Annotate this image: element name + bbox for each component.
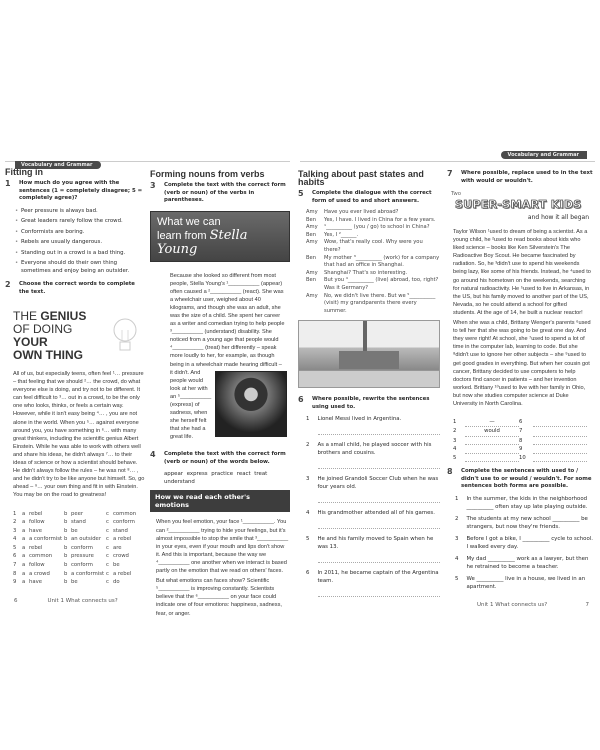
option-letter: b: [64, 536, 68, 543]
dialogue-line: Have you ever lived abroad?: [324, 209, 399, 215]
question-7: 7 Where possible, replace used to in the text with would or wouldn't.: [447, 169, 593, 184]
q7-section: [447, 170, 595, 609]
section-tag-left: Vocabulary and Grammar: [5, 151, 290, 162]
speaker: Amy: [306, 209, 318, 215]
q8-items: [447, 495, 595, 591]
answer-line[interactable]: [318, 459, 440, 469]
list-item: • Conformists are boring.: [21, 228, 145, 236]
past-habits-section: [298, 170, 440, 603]
option-number: 6: [13, 553, 17, 560]
option-a: rebel: [29, 544, 43, 551]
option-letter: b: [64, 519, 68, 526]
option-letter: c: [106, 570, 109, 577]
answer-number: 8: [519, 437, 523, 444]
item-text: The students at my new school __________ be strangers, but now they're friends.: [466, 515, 588, 530]
option-letter: c: [106, 553, 109, 560]
dialogue-line: Wow, that's really cool. Why were you there?: [324, 239, 423, 253]
question-8: 8 Complete the sentences with used to / didn't use to or would / wouldn't. For some sentences both forms are possible.: [447, 467, 592, 490]
page-number-left: 6: [14, 597, 18, 604]
option-a: common: [29, 553, 53, 560]
option-a: have: [29, 579, 42, 586]
option-letter: a: [22, 544, 26, 551]
speaker: Ben: [306, 254, 317, 261]
question-5: 5 Complete the dialogue with the correct form of used to and short answers.: [298, 189, 432, 204]
answer-number: 6: [519, 419, 523, 426]
option-c: a rebel: [113, 536, 132, 543]
option-letter: b: [64, 579, 68, 586]
option-b: stand: [71, 519, 86, 526]
item-text: We __________ live in a house, we lived in an apartment.: [466, 575, 586, 590]
option-letter: c: [106, 562, 109, 569]
answer-number: 1: [453, 419, 457, 426]
option-b: pressure: [71, 553, 94, 560]
emotions-text: When you feel emotion, your face ¹__________. You can ²__________ trying to hide your feelings, but it's almost impossible to stop the smile that ³__________ in your eyes, even if your mouth and lips don't show it. And this is important, because the way we ⁴__________ one another when we interact is based partly on the emotion that we read on others' faces.: [156, 519, 289, 575]
item-text: His grandmother attended all of his games.: [317, 510, 435, 517]
dialogue: [306, 209, 440, 315]
item-number: 4: [455, 555, 459, 562]
answer-blank[interactable]: [465, 437, 519, 445]
footer-right-row: [447, 601, 595, 609]
option-c: do: [113, 579, 120, 586]
list-item: • Rebels are usually dangerous.: [21, 238, 145, 246]
option-b: be: [71, 527, 78, 534]
question-3: 3 Complete the text with the correct form (verb or noun) of the verbs in parentheses.: [150, 181, 286, 203]
item-text: He and his family moved to Spain when he was 13.: [317, 536, 434, 551]
list-item: • Peer pressure is always bad.: [21, 207, 145, 215]
list-item: • Great leaders rarely follow the crowd.: [21, 217, 145, 225]
bullet-list: [5, 207, 145, 276]
item-text: Before I got a bike, I __________ cycle to school. I walked every day.: [466, 535, 593, 550]
option-a: rebel: [29, 510, 43, 517]
option-a: follow: [29, 562, 45, 569]
answer-line[interactable]: [318, 493, 440, 503]
list-item: • Everyone should do their own thing sometimes and enjoy being an outsider.: [21, 259, 145, 275]
item-number: 2: [455, 515, 459, 522]
option-letter: a: [22, 579, 26, 586]
taylor-wilson-text: Taylor Wilson ¹used to dream of being a scientist. As a young child, he ²used to read books about kids who liked science – books like Ken Silverstein's The Radioactive Boy Scout. He became fascinated by radiation. So, he ³didn't use to spend his weekends being lazy, like some of his friends. Instead, he ⁴used to go around his hometown on the weekends, searching for natural radioactivity. He ⁵used to live in Arkansas, in the US, but his family moved to another part of the US, Nevada, so he could attend a school for gifted students. At the age of 14, he built a nuclear reactor!: [453, 229, 591, 316]
item-text: In 2011, he became captain of the Argentina team.: [317, 570, 439, 585]
answer-number: 3: [453, 437, 457, 444]
answer-number: 10: [519, 454, 526, 461]
option-letter: b: [64, 544, 68, 551]
stella-young-banner: What we can learn from Stella Young: [150, 211, 290, 262]
answer-blank[interactable]: [465, 445, 519, 453]
stella-text-2: it didn't. And people would look at her with an ⁵__________ (express) of sadness, when she herself felt that she had a great life.: [170, 369, 212, 441]
sentence-item: [306, 475, 440, 491]
speaker: Amy: [306, 224, 318, 231]
answer-blank[interactable]: —: [465, 418, 519, 427]
answer-blank[interactable]: [533, 454, 587, 462]
emotions-text-2: But what emotions can faces show? Scientific ⁵__________ is improving constantly. Scientists believe that the ⁶__________ on your face could indicate one of four emotions: happiness, sadness, fear, or anger.: [156, 578, 282, 617]
option-letter: c: [106, 510, 109, 517]
option-b: be: [71, 579, 78, 586]
answer-line[interactable]: [318, 425, 440, 435]
fitting-in-section: [5, 168, 145, 605]
option-number: 9: [13, 579, 17, 586]
answer-blank[interactable]: would: [465, 427, 519, 436]
item-text: My dad __________ work as a lawyer, but then he retrained to become a teacher.: [466, 555, 589, 570]
option-letter: b: [64, 562, 68, 569]
option-number: 2: [13, 519, 17, 526]
dialogue-line: Yes, I have. I lived in China for a few years.: [324, 216, 436, 223]
option-a: a crowd: [29, 570, 50, 577]
speaker: Ben: [306, 277, 317, 284]
question-4: 4 Complete the text with the correct form (verb or noun) of the words below.: [150, 450, 286, 465]
footer-left: Unit 1 What connects us?: [47, 597, 118, 604]
option-letter: b: [64, 570, 68, 577]
q8-item: [455, 515, 595, 531]
option-letter: b: [64, 553, 68, 560]
option-b: an outsider: [71, 536, 101, 543]
option-letter: a: [22, 519, 26, 526]
option-number: 4: [13, 536, 17, 543]
stella-text: Because she looked so different from most people, Stella Young's ¹__________ (appear) often caused a ²__________ (react). She was a wheelchair user, weighed about 40 kilograms, and though she was an adult, she was the size of a child. She spent her career as a writer and comedian trying to help people ³__________ (understand) disability. She noticed from a young age that people would ⁴__________ (treat) her differently – speak more loudly to her, for example, as though being in a wheelchair made hearing difficult –: [170, 272, 285, 368]
option-letter: a: [22, 570, 26, 577]
answer-blank[interactable]: [465, 454, 519, 462]
option-b: a conformist: [71, 570, 105, 577]
item-text: He joined Grandoli Soccer Club when he was four years old.: [317, 476, 439, 491]
dialogue-line: Shanghai? That's so interesting.: [324, 269, 408, 276]
question-6: 6 Where possible, rewrite the sentences using used to.: [298, 395, 430, 410]
option-number: 3: [13, 527, 17, 534]
dialogue-line: My mother ³__________ (work) for a company that had an office in Shanghai.: [324, 254, 440, 269]
q8-item: [455, 495, 595, 511]
option-c: conform: [113, 519, 135, 526]
item-text: In the summer, the kids in the neighborhood __________ often stay up late playing outside.: [466, 495, 588, 510]
dialogue-line: But you ⁴__________ (live) abroad, too, right? Was it Germany?: [324, 277, 439, 291]
option-letter: a: [22, 527, 26, 534]
option-letter: a: [22, 562, 26, 569]
option-letter: c: [106, 519, 109, 526]
dialogue-line: No, we didn't live there. But we ⁵__________ (visit) my grandparents there every summer.: [324, 292, 436, 314]
option-number: 5: [13, 544, 17, 551]
nouns-section: [150, 170, 290, 618]
word-bank: appear express practice react treat understand: [164, 471, 268, 486]
q8-item: [455, 555, 595, 571]
q8-item: [455, 535, 595, 551]
answer-line[interactable]: [318, 553, 440, 563]
answer-number: 4: [453, 446, 457, 453]
page-number-right: 7: [585, 601, 589, 608]
answer-blank[interactable]: [533, 427, 587, 436]
option-c: crowd: [113, 553, 129, 560]
option-letter: c: [106, 579, 109, 586]
emotions-title-bar: How we read each other's emotions: [150, 490, 290, 512]
option-letter: a: [22, 553, 26, 560]
lightbulb-icon: [107, 314, 143, 358]
option-a: follow: [29, 519, 45, 526]
speaker: Amy: [306, 239, 318, 246]
item-number: 4: [306, 510, 310, 517]
section-tag-right: Vocabulary and Grammar: [300, 151, 595, 162]
option-letter: c: [106, 536, 109, 543]
option-c: a rebel: [113, 570, 132, 577]
item-number: 2: [306, 442, 310, 449]
question-1: 1 How much do you agree with the sentences (1 = completely disagree; 5 = completely agree)?: [5, 179, 143, 201]
option-letter: c: [106, 544, 109, 551]
option-a: have: [29, 527, 42, 534]
item-number: 3: [455, 535, 459, 542]
article-heading: THE GENIUS OF DOING YOUR OWN THING: [5, 310, 145, 362]
item-number: 1: [455, 495, 459, 502]
option-letter: a: [22, 510, 26, 517]
speaker: Amy: [306, 292, 318, 299]
option-letter: c: [106, 527, 109, 534]
sentence-item: [306, 415, 440, 423]
speaker: Amy: [306, 269, 318, 276]
article-pretitle: Two: [451, 191, 462, 197]
question-2: 2 Choose the correct words to complete the text.: [5, 280, 135, 295]
answer-line[interactable]: [318, 519, 440, 529]
section-title: Forming nouns from verbs: [150, 169, 265, 179]
option-c: stand: [113, 527, 128, 534]
footer-left-row: [14, 597, 145, 605]
item-number: 6: [306, 570, 310, 577]
dialogue-line: ¹__________ (you / go) to school in China?: [324, 224, 430, 231]
sentence-item: [306, 569, 440, 585]
option-b: peer: [71, 510, 84, 517]
option-letter: b: [64, 510, 68, 517]
q8-item: [455, 575, 595, 591]
speaker: Ben: [306, 231, 317, 238]
answer-grid: [453, 418, 595, 462]
section-title: Talking about past states and habits: [298, 169, 424, 187]
article-text: All of us, but especially teens, often feel ¹… pressure – that feeling that we should ²… the crowd, do what everyone else is doing, and try not to be different. It can feel difficult to ³… out in a crowd, to be the only one who looks, thinks, or feels a certain way. However, while it isn't easy being ⁴… , you are not alone in the world. When you ⁵… against everyone around you, you have something in ⁶… with many great thinkers, including the scientific genius Albert Einstein. While he was able to work with others well and share his ideas, he didn't always ⁷… to their ideas of science or how a scientist should behave. He didn't always follow the rules – he was not ⁸… , and he didn't try to be like anyone but himself. So, go ahead – ⁹… your own thing and fit in with Einstein. You may be on the road to greatness!: [13, 371, 145, 499]
item-text: Lionel Messi lived in Argentina.: [317, 416, 402, 423]
sentence-item: [306, 535, 440, 551]
answer-line[interactable]: [318, 587, 440, 597]
option-number: 1: [13, 510, 17, 517]
answer-number: 5: [453, 454, 457, 461]
option-c: common: [113, 510, 137, 517]
answer-blank[interactable]: [533, 418, 587, 427]
answer-number: 7: [519, 428, 523, 435]
option-a: a conformist: [29, 536, 63, 543]
option-c: be: [113, 562, 120, 569]
item-number: 1: [306, 416, 310, 423]
option-letter: a: [22, 536, 26, 543]
dialogue-line: Yes, I ²______.: [324, 231, 359, 238]
rewrite-sentences: [298, 415, 440, 597]
stella-young-photo: [215, 371, 287, 437]
list-item: • Standing out in a crowd is a bad thing.: [21, 249, 145, 257]
sentence-item: [306, 509, 440, 517]
item-number: 3: [306, 476, 310, 483]
article-subtitle: and how it all began: [527, 214, 589, 221]
item-text: As a small child, he played soccer with his brothers and cousins.: [317, 442, 432, 457]
brittany-wenger-text: When she was a child, Brittany Wenger's parents ⁶used to tell her that she was going to be great one day. And they were right! At school, she ⁷used to spend a lot of time in the computer lab, learning to code. But she ⁸didn't use to ignore her other subjects – she ⁹used to get good grades in everything. But when her cousin got cancer, Brittany decided to use computers to help doctors find cancer in patients – and her invention worked. Brittany ¹⁰used to live with her family in Ohio, but now she studies computer science at Duke University in North Carolina.: [453, 320, 591, 407]
answer-number: 9: [519, 446, 523, 453]
shanghai-skyline-image: [298, 320, 440, 388]
footer-right: Unit 1 What connects us?: [477, 601, 548, 608]
option-number: 8: [13, 570, 17, 577]
answer-blank[interactable]: [533, 437, 587, 445]
item-number: 5: [455, 575, 459, 582]
speaker: Ben: [306, 216, 317, 223]
option-b: conform: [71, 562, 93, 569]
answer-blank[interactable]: [533, 445, 587, 453]
option-b: conform: [71, 544, 93, 551]
item-number: 5: [306, 536, 310, 543]
option-c: are: [113, 544, 122, 551]
article-title: SUPER-SMART KIDS: [455, 198, 582, 211]
options-table: [13, 510, 145, 587]
option-number: 7: [13, 562, 17, 569]
answer-number: 2: [453, 428, 457, 435]
sentence-item: [306, 441, 440, 457]
option-letter: b: [64, 527, 68, 534]
section-title: Fitting in: [5, 167, 43, 177]
